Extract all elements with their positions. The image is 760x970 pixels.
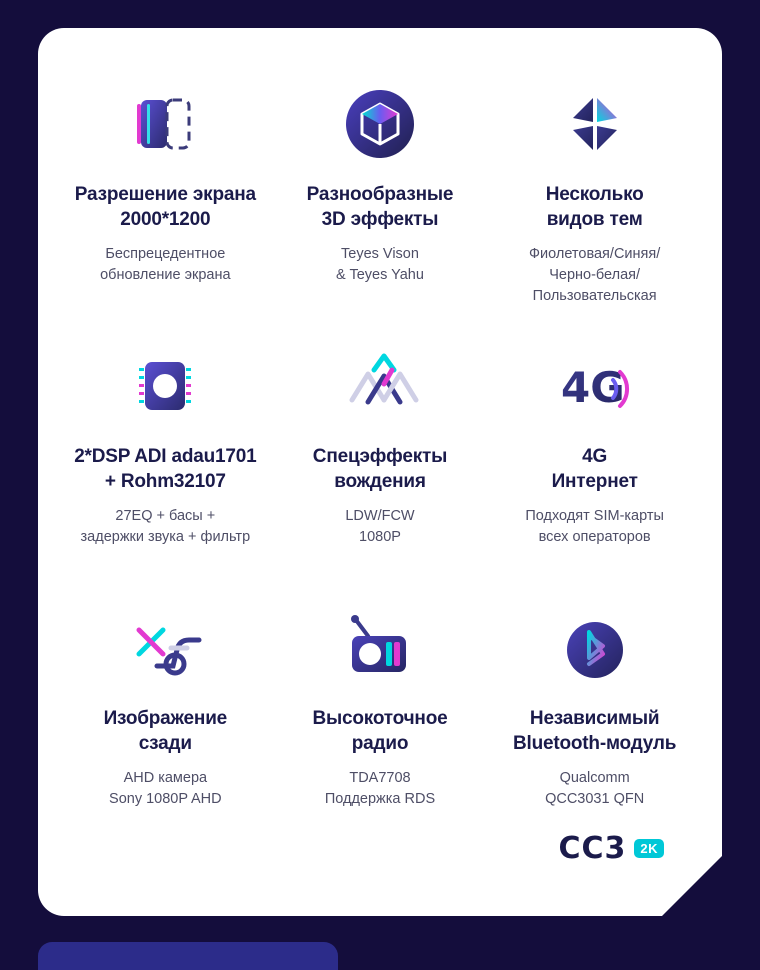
rear-camera-icon [113,602,217,694]
icon-container [493,332,696,440]
feature-title: Высокоточное радио [312,708,448,755]
feature-subtitle: Беспрецедентное обновление экрана [100,246,231,284]
feature-subtitle: LDW/FCW 1080P [345,508,415,546]
radio-icon [328,602,432,694]
icon-container [493,70,696,178]
icon-container [64,332,267,440]
icon-container [279,332,482,440]
bottom-strip [38,942,338,970]
feature-item [487,324,702,586]
logo-text: CC3 [558,831,627,866]
feature-subtitle: AHD камера Sony 1080P AHD [109,770,222,808]
feature-card [38,28,722,916]
feature-title: Несколько видов тем [545,184,644,231]
icon-container [64,70,267,178]
feature-item [58,324,273,586]
feature-title: Изображение сзади [103,708,228,755]
logo-badge: 2K [634,839,664,858]
feature-item [58,62,273,324]
screen-resolution-icon [119,78,211,170]
feature-subtitle: Qualcomm QCC3031 QFN [545,770,645,808]
feature-title: 2*DSP ADI adau1701 + Rohm32107 [74,446,257,493]
feature-title: Разнообразные 3D эффекты [306,184,454,231]
feature-item [487,62,702,324]
icon-container [279,70,482,178]
feature-item [273,586,488,848]
feature-subtitle: 27EQ + басы + задержки звука + фильтр [80,508,251,546]
feature-item [273,324,488,586]
svg-text:4G: 4G [560,363,625,412]
feature-subtitle: TDA7708 Поддержка RDS [324,770,436,808]
feature-subtitle: Фиолетовая/Синяя/ Черно-белая/ Пользовательская [529,246,661,305]
feature-item [58,586,273,848]
feature-item [273,62,488,324]
feature-title: 4G Интернет [551,446,638,493]
feature-subtitle: Подходят SIM-карты всех операторов [525,508,664,546]
icon-container [64,594,267,702]
feature-subtitle: Teyes Vison & Teyes Yahu [336,246,424,284]
feature-grid [58,62,702,848]
feature-title: Разрешение экрана 2000*1200 [74,184,256,231]
icon-container [279,594,482,702]
driving-effects-icon [328,340,432,432]
feature-item [487,586,702,848]
icon-container [493,594,696,702]
3d-cube-icon [334,78,426,170]
feature-title: Спецэффекты вождения [312,446,448,493]
product-logo [558,831,664,866]
4g-internet-icon [543,340,647,432]
bluetooth-icon [543,602,647,694]
dsp-chip-icon [119,340,211,432]
themes-icon [549,78,641,170]
feature-title: Независимый Bluetooth-модуль [512,708,677,755]
